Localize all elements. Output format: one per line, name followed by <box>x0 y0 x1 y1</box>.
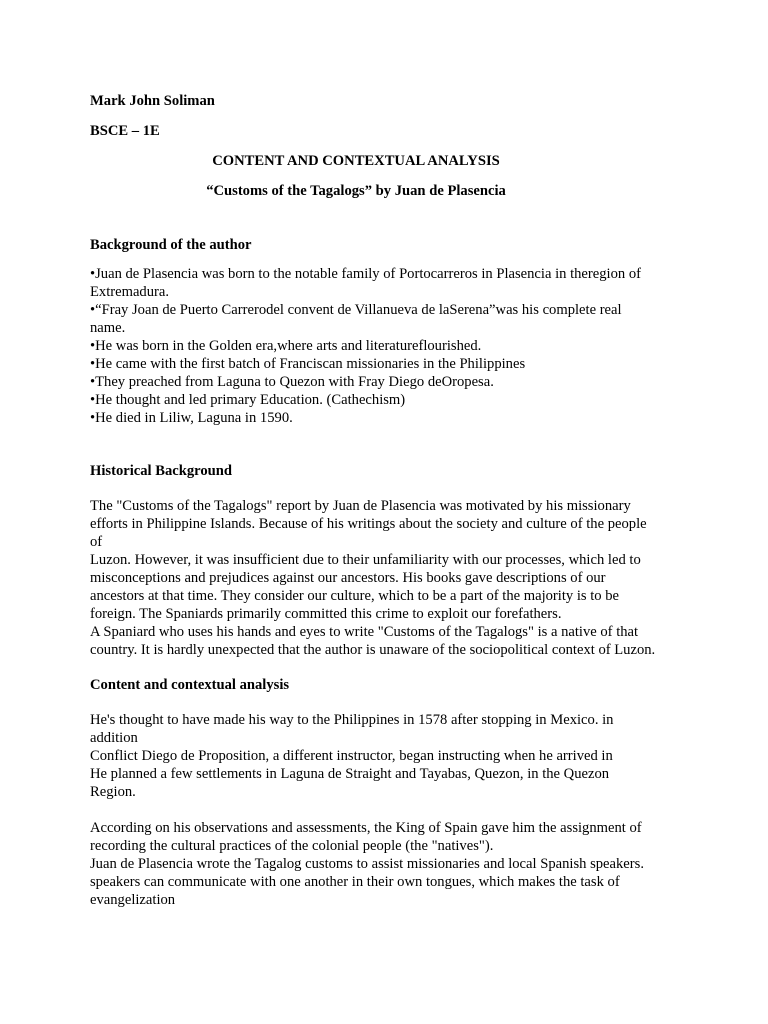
list-item: •He died in Liliw, Laguna in 1590. <box>90 410 293 426</box>
list-item: Extremadura. <box>90 284 170 300</box>
paragraph-line: He's thought to have made his way to the Philippines in 1578 after stopping in Mexico. in <box>90 712 614 728</box>
background-author-list <box>90 265 690 427</box>
section-heading-historical-background: Historical Background <box>90 463 233 479</box>
paragraph-line: The "Customs of the Tagalogs" report by Juan de Plasencia was motivated by his missionary <box>90 498 631 514</box>
content-analysis-paragraph-1 <box>90 711 690 801</box>
paragraph-line: evangelization <box>90 892 176 908</box>
list-item: •He was born in the Golden era,where arts and literatureflourished. <box>90 338 482 354</box>
paragraph-line: Luzon. However, it was insufficient due to their unfamiliarity with our processes, which led to <box>90 552 641 568</box>
document-page <box>90 92 690 909</box>
list-item: •He thought and led primary Education. (Cathechism) <box>90 392 406 408</box>
list-item: •He came with the first batch of Franciscan missionaries in the Philippines <box>90 356 526 372</box>
document-title: CONTENT AND CONTEXTUAL ANALYSIS <box>212 153 500 169</box>
paragraph-line: misconceptions and prejudices against our ancestors. His books gave descriptions of our <box>90 570 606 586</box>
paragraph-line: efforts in Philippine Islands. Because of his writings about the society and culture of the people <box>90 516 647 532</box>
paragraph-line: Conflict Diego de Proposition, a different instructor, began instructing when he arrived in <box>90 748 613 764</box>
document-subtitle: “Customs of the Tagalogs” by Juan de Plasencia <box>206 183 506 199</box>
paragraph-line: of <box>90 534 103 550</box>
paragraph-line: speakers can communicate with one another in their own tongues, which makes the task of <box>90 874 620 890</box>
paragraph-line: A Spaniard who uses his hands and eyes to write "Customs of the Tagalogs" is a native of that <box>90 624 639 640</box>
list-item: name. <box>90 320 126 336</box>
author-name: Mark John Soliman <box>90 93 215 109</box>
section-heading-background-author: Background of the author <box>90 237 252 253</box>
paragraph-line: He planned a few settlements in Laguna de Straight and Tayabas, Quezon, in the Quezon <box>90 766 610 782</box>
paragraph-line: ancestors at that time. They consider our culture, which to be a part of the majority is to be <box>90 588 620 604</box>
paragraph-line: country. It is hardly unexpected that the author is unaware of the sociopolitical context of Luzon. <box>90 642 656 658</box>
paragraph-line: According on his observations and assessments, the King of Spain gave him the assignment of <box>90 820 642 836</box>
paragraph-line: foreign. The Spaniards primarily committed this crime to exploit our forefathers. <box>90 606 562 622</box>
paragraph-line: Region. <box>90 784 136 800</box>
paragraph-line: recording the cultural practices of the colonial people (the "natives"). <box>90 838 494 854</box>
list-item: •“Fray Joan de Puerto Carrerodel convent de Villanueva de laSerena”was his complete real <box>90 302 622 318</box>
paragraph-line: addition <box>90 730 138 746</box>
content-analysis-paragraph-2 <box>90 819 690 909</box>
course-label: BSCE – 1E <box>90 123 160 139</box>
list-item: •Juan de Plasencia was born to the notable family of Portocarreros in Plasencia in theregion of <box>90 266 641 282</box>
historical-background-paragraph <box>90 497 690 659</box>
section-heading-content-analysis: Content and contextual analysis <box>90 677 290 693</box>
paragraph-line: Juan de Plasencia wrote the Tagalog customs to assist missionaries and local Spanish speakers. <box>90 856 644 872</box>
list-item: •They preached from Laguna to Quezon with Fray Diego deOropesa. <box>90 374 494 390</box>
